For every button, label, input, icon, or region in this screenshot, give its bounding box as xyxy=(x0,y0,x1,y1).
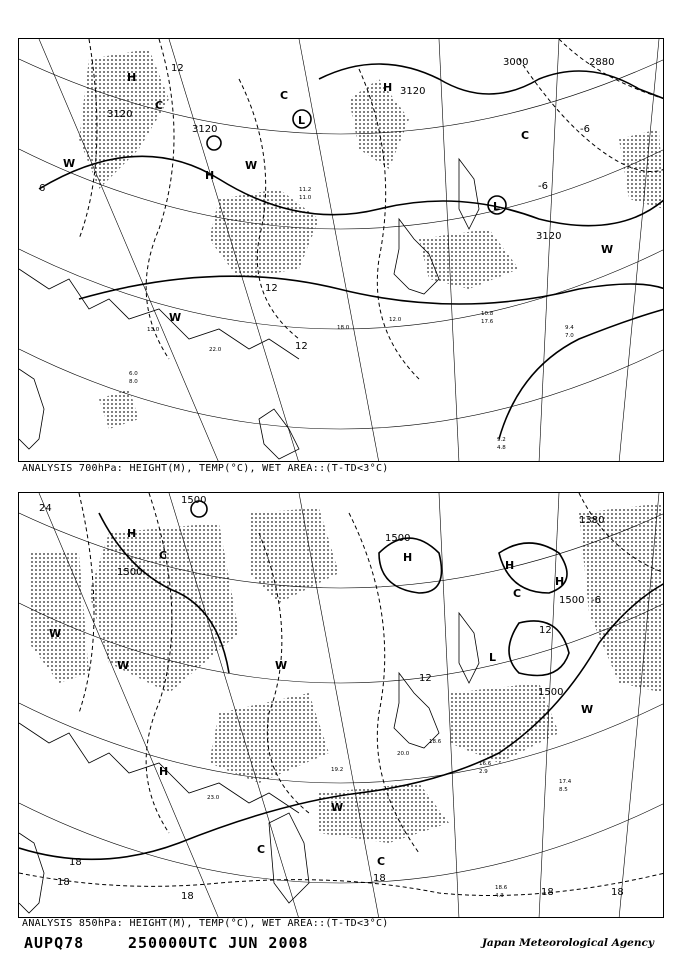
temp-label: 12 xyxy=(295,341,308,352)
high-center: H xyxy=(403,551,413,564)
station-obs: 17.4 xyxy=(559,779,572,785)
temp-label: 18 xyxy=(373,873,386,884)
height-label: 1500 xyxy=(181,495,207,506)
station-obs: 18.6 xyxy=(495,885,508,891)
station-obs: 9.4 xyxy=(565,325,574,331)
warm-center: W xyxy=(245,159,258,172)
station-obs: 4.8 xyxy=(497,445,506,451)
high-center: H xyxy=(555,575,565,588)
temp-label: 12 xyxy=(171,63,184,74)
station-obs: 17.6 xyxy=(481,319,494,325)
station-obs: 20.0 xyxy=(397,751,410,757)
height-label: 3120 xyxy=(192,124,218,135)
station-obs: 2.9 xyxy=(479,769,488,775)
height-label: 3000 xyxy=(503,57,529,68)
warm-center: W xyxy=(581,703,594,716)
station-obs: 4.3 xyxy=(495,893,504,899)
temp-label: 24 xyxy=(39,503,52,514)
valid-time: 250000UTC JUN 2008 xyxy=(128,934,309,952)
panel-caption-850hpa: ANALYSIS 850hPa: HEIGHT(M), TEMP(°C), WET AREA::(T-TD<3°C) xyxy=(22,918,389,929)
panel-caption-700hpa: ANALYSIS 700hPa: HEIGHT(M), TEMP(°C), WET AREA::(T-TD<3°C) xyxy=(22,463,389,474)
height-label: 3120 xyxy=(400,86,426,97)
station-obs: 11.0 xyxy=(299,195,312,201)
station-obs: 11.2 xyxy=(299,187,312,193)
station-obs: 18.0 xyxy=(337,325,350,331)
cold-center: C xyxy=(155,99,164,112)
station-obs: 13.0 xyxy=(147,327,160,333)
temp-label: 12 xyxy=(265,283,278,294)
height-label: 3120 xyxy=(536,231,562,242)
chart-code: AUPQ78 xyxy=(24,934,85,952)
high-center: H xyxy=(159,765,169,778)
height-label: 2880 xyxy=(589,57,615,68)
height-label: 1380 xyxy=(579,515,605,526)
low-center: L xyxy=(489,651,497,664)
temp-label: -6 xyxy=(538,181,548,192)
high-center: H xyxy=(127,71,137,84)
warm-center: W xyxy=(63,157,76,170)
station-obs: 8.5 xyxy=(559,787,568,793)
station-obs: 16.6 xyxy=(479,761,492,767)
station-obs: 8.0 xyxy=(129,379,138,385)
temp-label: 18 xyxy=(541,887,554,898)
cold-center: C xyxy=(377,855,386,868)
station-obs: 12.0 xyxy=(389,317,402,323)
agency-credit: Japan Meteorological Agency xyxy=(481,937,654,949)
cold-center: C xyxy=(280,89,289,102)
map-panel-850hpa xyxy=(18,492,664,918)
warm-center: W xyxy=(601,243,614,256)
high-center: H xyxy=(383,81,393,94)
station-obs: 22.0 xyxy=(209,347,222,353)
temp-label: 12 xyxy=(419,673,432,684)
cold-center: C xyxy=(513,587,522,600)
warm-center: W xyxy=(169,311,182,324)
warm-center: W xyxy=(49,627,62,640)
station-obs: 7.0 xyxy=(565,333,574,339)
warm-center: W xyxy=(117,659,130,672)
cold-center: C xyxy=(159,549,168,562)
temp-label: 18 xyxy=(181,891,194,902)
cold-center: C xyxy=(257,843,266,856)
temp-label: 12 xyxy=(539,625,552,636)
station-obs: 19.2 xyxy=(331,767,344,773)
low-center: L xyxy=(298,114,306,127)
station-obs: 18.6 xyxy=(429,739,442,745)
station-obs: 23.0 xyxy=(207,795,220,801)
temp-label: 18 xyxy=(611,887,624,898)
low-center: L xyxy=(493,200,501,213)
high-center: H xyxy=(127,527,137,540)
temp-label: 18 xyxy=(57,877,70,888)
warm-center: W xyxy=(275,659,288,672)
height-label: 3120 xyxy=(107,109,133,120)
map-850hpa-graphic xyxy=(19,493,664,918)
height-label: 1500 xyxy=(117,567,143,578)
station-obs: 9.2 xyxy=(497,437,506,443)
high-center: H xyxy=(505,559,515,572)
station-obs: 6.0 xyxy=(129,371,138,377)
map-700hpa-graphic xyxy=(19,39,664,462)
station-obs: 10.8 xyxy=(481,311,494,317)
cold-center: C xyxy=(521,129,530,142)
height-label: 1500 xyxy=(559,595,585,606)
wet-area-shading xyxy=(79,49,664,429)
map-panel-700hpa xyxy=(18,38,664,462)
temp-label: 18 xyxy=(69,857,82,868)
warm-center: W xyxy=(331,801,344,814)
height-label: 1500 xyxy=(385,533,411,544)
height-label: 1500 xyxy=(538,687,564,698)
temp-label: -6 xyxy=(591,595,601,606)
temp-label: 6 xyxy=(39,183,46,194)
high-center: H xyxy=(205,169,215,182)
temp-label: -6 xyxy=(580,124,590,135)
